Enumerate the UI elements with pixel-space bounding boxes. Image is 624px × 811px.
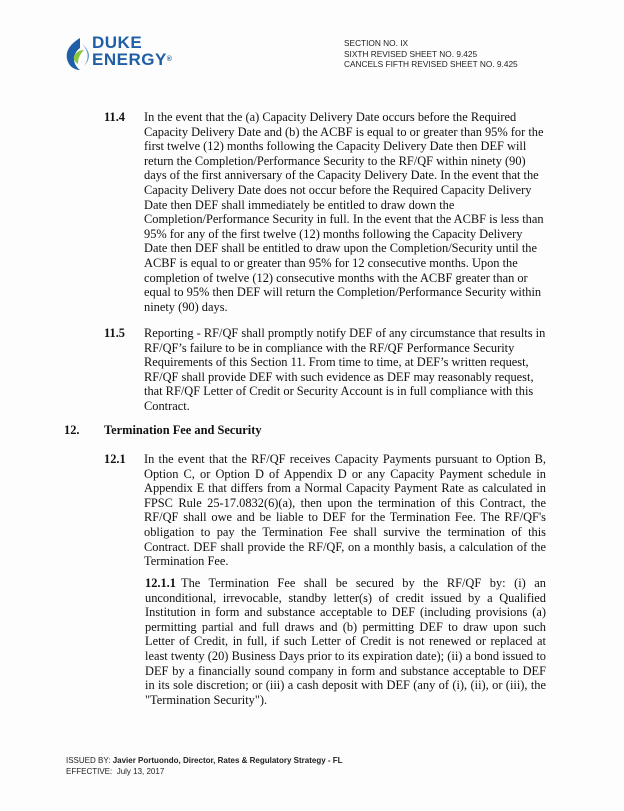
section-12-1-number: 12.1 <box>104 452 126 466</box>
logo-energy-text: ENERGY <box>92 50 167 69</box>
effective-label: EFFECTIVE: <box>66 766 113 776</box>
section-11-5-text: Reporting - RF/QF shall promptly notify DEF of any circumstance that results in RF/QF’s failure to be in compliance with the RF/QF Performance Security Requirements of this Section 11. From time to time, at DEF’s written request, RF/QF shall provide DEF with such evidence as DEF may reasonably request, that RF/QF Letter of Credit or Security Account is in full compliance with this Contract. <box>144 326 546 413</box>
logo-line-energy <box>92 51 172 68</box>
logo-registered-mark: ® <box>166 56 173 63</box>
section-12-1-text: In the event that the RF/QF receives Capacity Payments pursuant to Option B, Option C, or Option D of Appendix D or any Capacity Payment schedule in Appendix E that differs from a Normal Capacity Payment Rate as calculated in FPSC Rule 25-17.0832(6)(a), then upon the termination of this Contract, the RF/QF shall owe and be liable to DEF for the Termination Fee. The RF/QF's obligation to pay the Termination Fee shall survive the termination of this Contract. DEF shall provide the RF/QF, on a monthly basis, a calculation of the Termination Fee. <box>144 452 546 569</box>
section-12-number: 12. <box>64 423 80 437</box>
issued-by-label: ISSUED BY: <box>66 756 111 765</box>
effective-line <box>66 767 343 778</box>
section-11-5-number: 11.5 <box>104 326 125 340</box>
effective-value: July 13, 2017 <box>116 766 165 776</box>
issued-by-line <box>66 756 343 767</box>
flame-icon <box>60 36 94 72</box>
section-number: SECTION NO. IX <box>344 38 409 48</box>
revised-sheet-number: SIXTH REVISED SHEET NO. 9.425 <box>344 48 478 59</box>
logo-wordmark <box>92 34 172 68</box>
section-12-1-1-number: 12.1.1 <box>145 576 176 590</box>
sheet-header <box>344 38 518 70</box>
duke-energy-logo <box>60 34 210 76</box>
section-12-1-1-text <box>145 576 546 707</box>
section-12-title: Termination Fee and Security <box>104 423 262 437</box>
section-11-4-number: 11.4 <box>104 110 125 124</box>
logo-line-duke: DUKE <box>92 33 143 52</box>
cancels-sheet-number: CANCELS FIFTH REVISED SHEET NO. 9.425 <box>344 59 518 69</box>
sheet-footer <box>66 756 343 777</box>
section-11-4-text: In the event that the (a) Capacity Delivery Date occurs before the Required Capacity Delivery Date and (b) the ACBF is equal to or greater than 95% for the first twelve (12) months following the Capacity Delivery Date then DEF will return the Completion/Performance Security to the RF/QF within ninety (90) days of the first anniversary of the Capacity Delivery Date. In the event that the Capacity Delivery Date does not occur before the Required Capacity Delivery Date then DEF shall immediately be entitled to draw down the Completion/Performance Security in full. In the event that the ACBF is less than 95% for any of the first twelve (12) months following the Capacity Delivery Date then DEF shall be entitled to draw upon the Completion/Security until the ACBF is equal to or greater than 95% for 12 consecutive months. Upon the completion of twelve (12) consecutive months with the ACBF greater than or equal to 95% then DEF will return the Completion/Performance Security within ninety (90) days. <box>144 110 544 314</box>
section-12-1-1-body: The Termination Fee shall be secured by the RF/QF by: (i) an unconditional, irrevocable, standby letter(s) of credit issued by a Qualified Institution in form and substance acceptable to DEF (including provisions (a) permitting partial and full draws and (b) permitting DEF to draw upon such Letter of Credit, in full, if such Letter of Credit is not renewed or replaced at least twenty (20) Business Days prior to its expiration date); (ii) a bond issued to DEF by a financially sound company in form and substance acceptable to DEF in its sole discretion; or (iii) a cash deposit with DEF (any of (i), (ii), or (iii), the "Termination Security"). <box>145 576 546 707</box>
issued-by-value: Javier Portuondo, Director, Rates & Regulatory Strategy - FL <box>112 756 343 765</box>
